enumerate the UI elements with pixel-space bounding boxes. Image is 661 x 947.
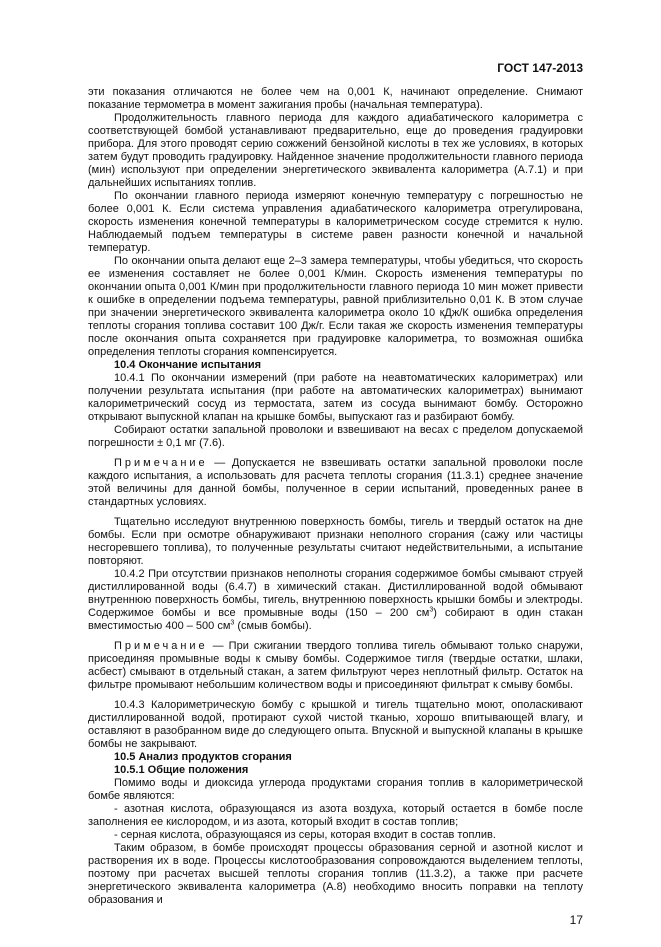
paragraph: По окончании главного периода измеряют конечную температуру с погрешностью не более 0,001 К. Если система управления адиабатического калориметра отрегулирована, скорость изменения конечной температуры в калориметрическом сосуде стремится к нулю. Наблюдаемый подъем температуры в системе равен разности конечной и начальной температур. bbox=[88, 190, 583, 254]
paragraph: 10.4.1 По окончании измерений (при работе на неавтоматических калориметрах) или получении результата испытания (при работе на автоматических калориметрах) вынимают калориметрический сосуд из термостата, затем из сосуда вынимают бомбу. Осторожно открывают выпускной клапан на крышке бомбы, выпускают газ и разбирают бомбу. bbox=[88, 372, 583, 423]
paragraph: 10.4.3 Калориметрическую бомбу с крышкой и тигель тщательно моют, ополаскивают дистиллированной водой, протирают сухой чистой тканью, хорошо впитывающей влагу, и оставляют в разобранном виде до следующего опыта. Впускной и выпускной клапаны в крышке бомбы не закрывают. bbox=[88, 699, 583, 750]
note bbox=[88, 640, 583, 692]
note-label: Примечание bbox=[114, 457, 208, 469]
document-body bbox=[88, 86, 583, 907]
page-number: 17 bbox=[569, 913, 583, 927]
paragraph bbox=[88, 568, 583, 633]
text-segment: 10.4.2 При отсутствии признаков неполноты сгорания содержимое бомбы смывают струей дистиллированной воды (6.4.7) в химический стакан. Дистиллированной водой обмывают внутреннюю поверхность бомбы, тигель, внутреннюю поверхность крышки бомбы и электроды. Содержимое бомбы и все промывные воды (150 – 200 см bbox=[88, 568, 583, 619]
text-segment: (смыв бомбы). bbox=[234, 620, 312, 632]
list-item: - серная кислота, образующаяся из серы, которая входит в состав топлив. bbox=[114, 829, 496, 841]
paragraph: Собирают остатки запальной проволоки и взвешивают на весах с пределом допускаемой погрешности ± 0,1 мг (7.6). bbox=[88, 424, 583, 449]
document-header: ГОСТ 147-2013 bbox=[497, 61, 583, 75]
note-text: — При сжигании твердого топлива тигель обмывают только снаружи, присоединяя промывные воды к смыву бомбы. Содержимое тигля (твердые остатки, шлаки, асбест) смывают в отдельный стакан, а затем фильтруют через неплотный фильтр. Остаток на фильтре промывают небольшим количеством воды и присоединяют фильтрат к смыву бомбы. bbox=[88, 640, 583, 691]
superscript: 3 bbox=[429, 606, 434, 614]
superscript: 3 bbox=[230, 619, 235, 627]
section-heading-10-5-1: 10.5.1 Общие положения bbox=[114, 764, 249, 776]
note-text: — Допускается не взвешивать остатки запальной проволоки после каждого испытания, а использовать для расчета теплоты сгорания (11.3.1) среднее значение этой величины для данной бомбы, полученное в серии испытаний, проведенных ранее в стандартных условиях. bbox=[88, 457, 583, 508]
section-heading-10-5: 10.5 Анализ продуктов сгорания bbox=[114, 751, 292, 763]
section-heading-10-4: 10.4 Окончание испытания bbox=[114, 359, 262, 371]
paragraph: Тщательно исследуют внутреннюю поверхность бомбы, тигель и твердый остаток на дне бомбы. Если при осмотре обнаруживают признаки неполного сгорания (сажу или частицы несгоревшего топлива), то полученные результаты считают недействительными, а испытание повторяют. bbox=[88, 516, 583, 567]
paragraph: Таким образом, в бомбе происходят процессы образования серной и азотной кислот и растворения их в воде. Процессы кислотообразования сопровождаются выделением теплоты, поэтому при расчетах высшей теплоты сгорания топлив (11.3.2), а также при расчете энергетического эквивалента калориметра (А.8) необходимо вносить поправки на теплоту образования и bbox=[88, 842, 583, 906]
paragraph: Продолжительность главного периода для каждого адиабатического калориметра с соответствующей бомбой устанавливают предварительно, еще до проведения градуировки прибора. Для этого проводят серию сожжений бензойной кислоты в тех же условиях, в которых затем будут проводить градуировку. Найденное значение продолжительности главного периода (мин) используют при определении энергетического эквивалента калориметра (А.7.1) и при дальнейших испытаниях топлив. bbox=[88, 112, 583, 189]
list-item: - азотная кислота, образующаяся из азота воздуха, который остается в бомбе после заполнения ее кислородом, и из азота, который входит в состав топлив; bbox=[88, 803, 583, 828]
text-segment: ) собирают в один стакан вместимостью 400 – 500 см bbox=[88, 607, 583, 632]
note bbox=[88, 457, 583, 509]
paragraph: По окончании опыта делают еще 2–3 замера температуры, чтобы убедиться, что скорость ее изменения составляет не более 0,001 К/мин. Скорость изменения температуры по окончании опыта 0,001 К/мин при продолжительности главного периода 10 мин может привести к ошибке в определении подъема температуры, равной приблизительно 0,01 К. В этом случае при значении энергетического эквивалента калориметра около 10 кДж/К ошибка определения теплоты сгорания топлива составит 100 Дж/г. Если такая же скорость изменения температуры после окончания опыта сохраняется при градуировке калориметра, то возможная ошибка определения теплоты сгорания компенсируется. bbox=[88, 255, 583, 358]
paragraph: эти показания отличаются не более чем на 0,001 К, начинают определение. Снимают показание термометра в момент зажигания пробы (начальная температура). bbox=[88, 86, 583, 111]
paragraph: Помимо воды и диоксида углерода продуктами сгорания топлив в калориметрической бомбе являются: bbox=[88, 777, 583, 802]
note-label: Примечание bbox=[114, 640, 208, 652]
